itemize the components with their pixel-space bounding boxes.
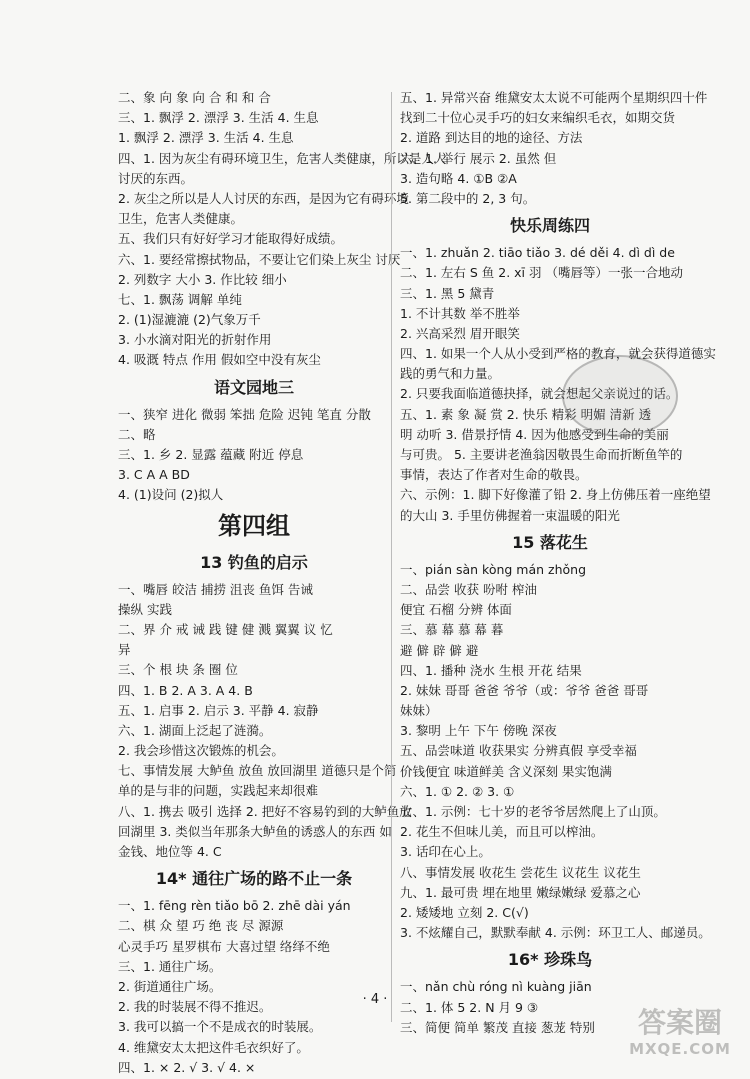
answer-line: 2. 妹妹 哥哥 爸爸 爷爷（或：爷爷 爸爸 哥哥: [400, 682, 649, 698]
answer-line: 五、我们只有好好学习才能取得好成绩。: [118, 231, 344, 247]
answer-line: 二、1. 体 5 2. N 月 9 ③: [400, 999, 539, 1015]
answer-line: 1. 不计其数 举不胜举: [400, 305, 520, 321]
right-column: [400, 88, 716, 1038]
answer-line: 三、1. 黑 5 黛青: [400, 285, 495, 301]
answer-line: 4. 维黛安太太把这件毛衣织好了。: [118, 1039, 309, 1055]
answer-line: 三、个 根 块 条 圈 位: [118, 662, 238, 678]
section-heading: 13 钓鱼的启示: [200, 552, 308, 572]
answer-line: 2. 街道通往广场。: [118, 978, 222, 994]
answer-line: 二、1. 左右 S 鱼 2. xī 羽 （嘴唇等）一张一合地动: [400, 265, 683, 281]
answer-line: 二、界 介 戒 诫 践 键 健 溅 翼翼 议 忆: [118, 621, 333, 637]
answer-line: 三、慕 幕 慕 幕 暮: [400, 622, 504, 638]
answer-line: 三、1. 通往广场。: [118, 958, 222, 974]
answer-line: 五、1. 素 象 凝 赏 2. 快乐 精彩 明媚 清新 透: [400, 406, 652, 422]
answer-line: 四、1. × 2. √ 3. √ 4. ×: [118, 1059, 256, 1075]
answer-line: 一、pián sàn kòng mán zhǒng: [400, 561, 587, 577]
answer-line: 金钱、地位等 4. C: [118, 844, 222, 859]
answer-line: 四、1. 播种 浇水 生根 开花 结果: [400, 662, 582, 678]
answer-line: 异: [118, 642, 131, 658]
answer-line: 2. 矮矮地 立刻 2. C(√): [400, 904, 529, 920]
answer-line: 回湖里 3. 类似当年那条大鲈鱼的诱惑人的东西 如: [118, 823, 392, 839]
answer-line: 3. 小水滴对阳光的折射作用: [118, 332, 272, 348]
answer-line: 六、示例：1. 脚下好像灌了铅 2. 身上仿佛压着一座绝望: [400, 487, 711, 503]
section-heading: 快乐周练四: [509, 216, 590, 236]
answer-line: 3. 黎明 上午 下午 傍晚 深夜: [400, 723, 557, 739]
answer-line: 心灵手巧 星罗棋布 大喜过望 络绎不绝: [118, 938, 330, 954]
answer-line: 一、1. zhuǎn 2. tiāo tiǎo 3. dé děi 4. dì dì de: [400, 245, 675, 261]
answer-line: 3. C A A BD: [118, 467, 190, 483]
section-heading: 第四组: [218, 510, 290, 540]
answer-line: 3. 不炫耀自己，默默奉献 4. 示例：环卫工人、邮递员。: [400, 925, 711, 941]
answer-line: 2. 道路 到达目的地的途径、方法: [400, 130, 583, 146]
page-number: · 4 ·: [362, 992, 388, 1007]
answer-line: 与可贵。 5. 主要讲老渔翁因敬畏生命而折断鱼竿的: [400, 447, 683, 462]
answer-line: 九、1. 最可贵 埋在地里 嫩绿嫩绿 爱慕之心: [400, 884, 641, 900]
answer-line: 讨厌的东西。: [118, 170, 194, 186]
section-heading: 16* 珍珠鸟: [507, 950, 593, 970]
answer-line: 践的勇气和力量。: [400, 366, 501, 382]
section-heading: 15 落花生: [512, 532, 588, 552]
answer-line: 七、1. 飘荡 调解 单纯: [118, 291, 242, 307]
answer-line: 三、简便 简单 繁茂 直接 葱茏 特别: [400, 1019, 595, 1035]
answer-line: 二、象 向 象 向 合 和 和 合: [118, 90, 271, 105]
answer-line: 2. 只要我面临道德抉择，就会想起父亲说过的话。: [400, 386, 679, 402]
answer-line: 六、1. 要经常擦拭物品，不要让它们染上灰尘 讨厌: [118, 251, 401, 267]
answer-line: 二、略: [118, 426, 156, 442]
watermark-main-text: 答案圈: [637, 1006, 722, 1039]
answer-line: 2. 我会珍惜这次锻炼的机会。: [118, 743, 284, 759]
answer-line: 3. 我可以搞一个不是成衣的时装展。: [118, 1019, 322, 1035]
watermark-logo: [612, 1008, 748, 1074]
answer-line: 七、1. 示例：七十岁的老爷爷居然爬上了山顶。: [400, 804, 666, 819]
approval-stamp: [562, 355, 678, 437]
answer-line: 事情，表达了作者对生命的敬畏。: [400, 467, 588, 483]
answer-line: 四、1. 因为灰尘有碍环境卫生，危害人类健康，所以是人人: [118, 150, 447, 166]
answer-line: 2. 花生不但味儿美，而且可以榨油。: [400, 824, 604, 840]
answer-line: 4. 吸溉 特点 作用 假如空中没有灰尘: [118, 352, 321, 368]
answer-line: 二、棋 众 望 巧 绝 丧 尽 源源: [118, 918, 284, 934]
answer-line: 5. 第二段中的 2, 3 句。: [400, 190, 536, 206]
answer-line: 一、nǎn chù róng nì kuàng jiān: [400, 979, 592, 995]
answer-line: 的大山 3. 手里仿佛握着一束温暖的阳光: [400, 507, 620, 523]
answer-line: 妹妹）: [400, 703, 438, 719]
answer-line: 一、狭窄 进化 微弱 笨拙 危险 迟钝 笔直 分散: [118, 406, 371, 422]
answer-line: 2. 我的时装展不得不推迟。: [118, 999, 272, 1015]
answer-line: 3. 造句略 4. ①B ②A: [400, 170, 517, 186]
column-divider: [391, 92, 392, 1022]
answer-line: 八、1. 携去 吸引 选择 2. 把好不容易钓到的大鲈鱼放: [118, 803, 412, 819]
answer-line: 七、事情发展 大鲈鱼 放鱼 放回湖里 道德只是个简: [118, 763, 397, 779]
answer-line: 2. 列数字 大小 3. 作比较 细小: [118, 271, 287, 287]
answer-line: 六、1. 湖面上泛起了涟漪。: [118, 722, 272, 738]
answer-line: 三、1. 飘浮 2. 漂浮 3. 生活 4. 生息: [118, 110, 319, 126]
answer-line: 4. (1)设问 (2)拟人: [118, 487, 224, 503]
answer-line: 单的是与非的问题，实践起来却很难: [118, 783, 319, 799]
watermark-sub-text: MXQE.COM: [629, 1040, 731, 1058]
answer-line: 六、1. 举行 展示 2. 虽然 但: [400, 150, 557, 166]
answer-line: 五、品尝味道 收获果实 分辨真假 享受幸福: [400, 743, 637, 759]
answer-line: 八、事情发展 收花生 尝花生 议花生 议花生: [400, 864, 641, 880]
answer-line: 操纵 实践: [118, 601, 172, 617]
answer-line: 3. 话印在心上。: [400, 844, 491, 860]
answer-line: 找到二十位心灵手巧的妇女来编织毛衣，如期交货: [400, 110, 676, 126]
answer-line: 避 僻 辟 僻 避: [400, 642, 479, 658]
answer-line: 2. (1)湿漉漉 (2)气象万千: [118, 312, 261, 328]
answer-line: 五、1. 启事 2. 启示 3. 平静 4. 寂静: [118, 702, 319, 718]
section-heading: 语文园地三: [213, 377, 294, 397]
answer-line: 六、1. ① 2. ② 3. ①: [400, 783, 515, 799]
answer-line: 四、1. B 2. A 3. A 4. B: [118, 682, 253, 698]
answer-line: 1. 飘浮 2. 漂浮 3. 生活 4. 生息: [118, 130, 294, 146]
answer-line: 一、嘴唇 皎洁 捕捞 沮丧 鱼饵 告诫: [118, 581, 313, 597]
answer-line: 四、1. 如果一个人从小受到严格的教育，就会获得道德实: [400, 346, 716, 362]
answer-line: 明 动听 3. 借景抒情 4. 因为他感受到生命的美丽: [400, 426, 669, 442]
answer-line: 便宜 石榴 分辨 体面: [400, 602, 512, 618]
answer-line: 2. 兴高采烈 眉开眼笑: [400, 325, 520, 341]
answer-line: 卫生，危害人类健康。: [118, 211, 244, 227]
answer-line: 五、1. 异常兴奋 维黛安太太说不可能两个星期织四十件: [400, 90, 708, 105]
answer-line: 一、1. fēng rèn tiǎo bō 2. zhē dài yán: [118, 898, 351, 914]
answer-line: 价钱便宜 味道鲜美 含义深刻 果实饱满: [400, 763, 612, 779]
answer-line: 三、1. 乡 2. 显露 蕴藏 附近 停息: [118, 447, 304, 462]
answer-line: 二、品尝 收获 吩咐 榨油: [400, 581, 537, 597]
section-heading: 14* 通往广场的路不止一条: [155, 869, 353, 889]
answer-line: 2. 灰尘之所以是人人讨厌的东西，是因为它有碍环境: [118, 190, 409, 206]
